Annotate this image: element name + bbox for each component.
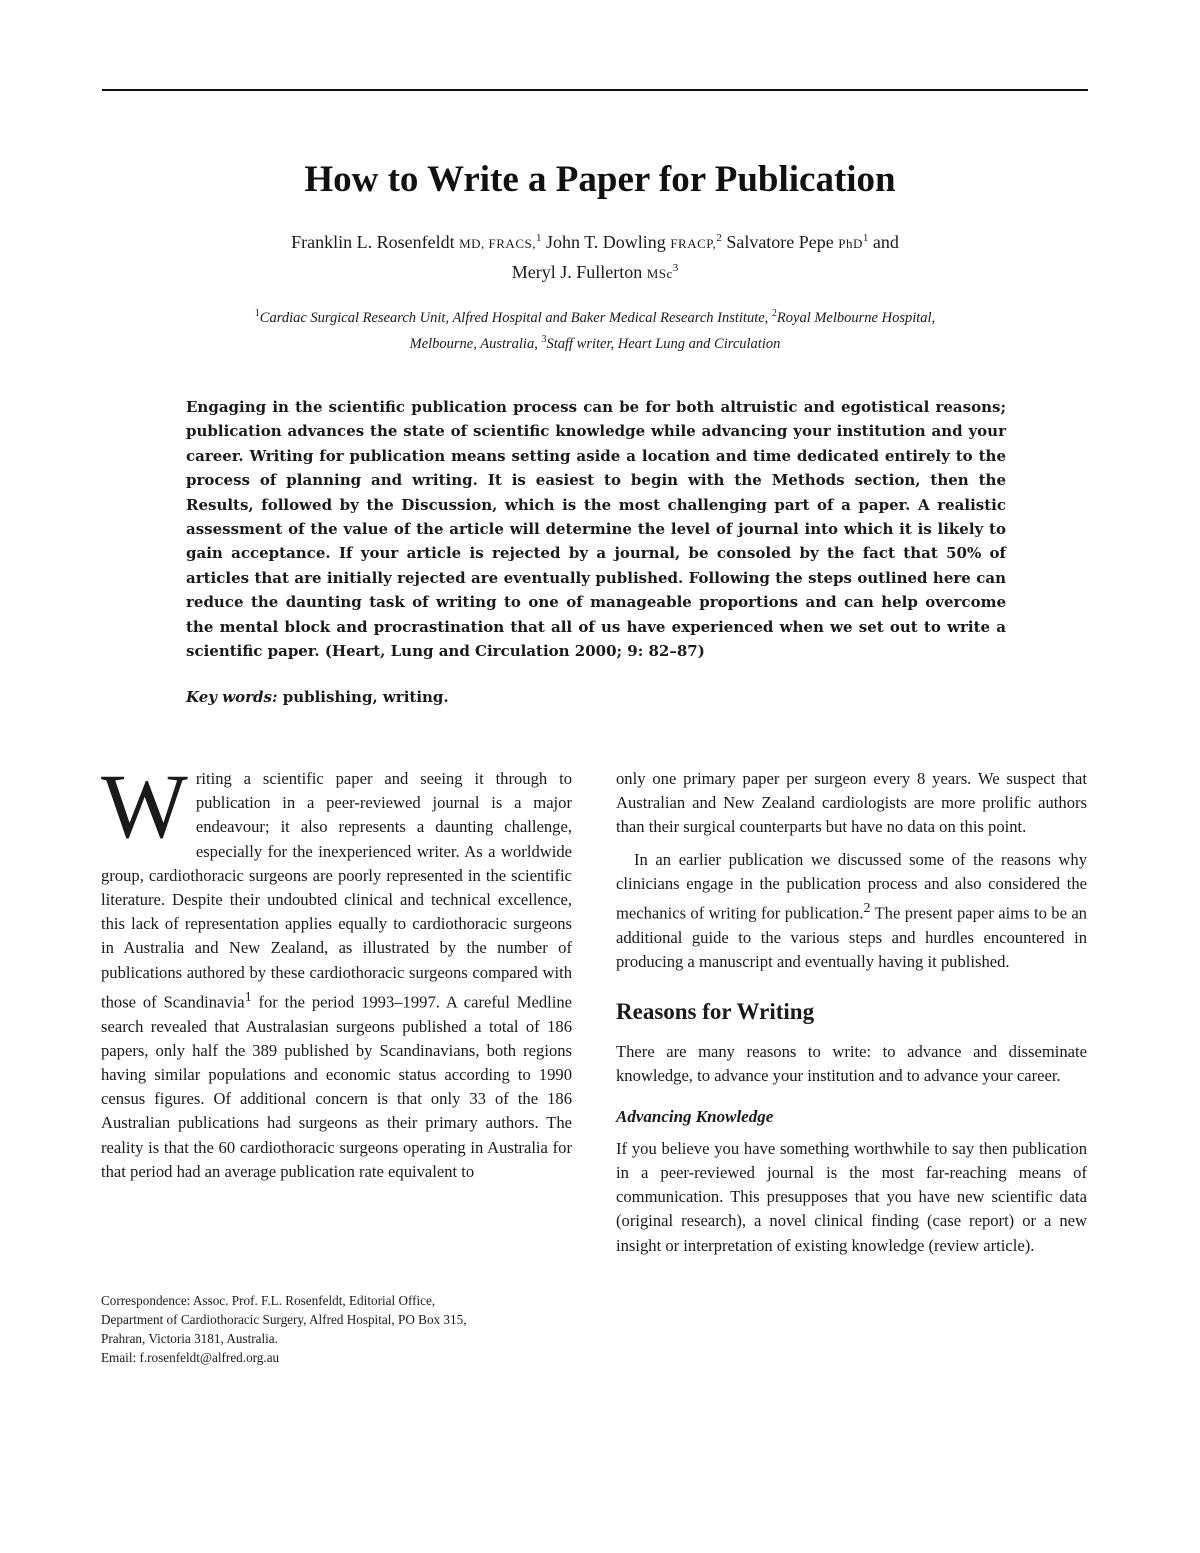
subsection-heading: Advancing Knowledge [616,1106,774,1126]
affil-text: Royal Melbourne Hospital, [776,309,936,326]
citation-marker: 2 [863,900,871,916]
top-rule [102,89,1088,91]
body-paragraph: There are many reasons to write: to advance and disseminate knowledge, to advance your institution and to advance your career. [616,1042,1087,1086]
body-paragraph: If you believe you have something worthwhile to say then publication in a peer-reviewed journal is the most far-reaching means of communication. This presupposes that you have new scientific data (original research), a novel clinical finding (case report) or a new insight or interpretation of existing knowledge (review article). [616,1138,1087,1255]
correspondence-line: Department of Cardiothoracic Surgery, Alfred Hospital, PO Box 315, [101,1312,467,1327]
affil-marker: 2 [771,308,777,319]
body-paragraph [616,848,1087,975]
affil-text: Cardiac Surgical Research Unit, Alfred Hospital and Baker Medical Research Institute, [259,309,769,326]
correspondence-note [101,1291,581,1367]
body-column-left [101,755,572,1184]
paragraph-text: for the period 1993–1997. A careful Medline search revealed that Australasian surgeons published a total of 186 papers, only half the 389 published by Scandinavians, both regions having similar populations and economic status according to 1990 census figures. Of additional concern is that only 33 of the 186 Australian publications had surgeons as their primary authors. The reality is that the 60 cardiothoracic surgeons operating in Australia for that period had an average publication rate equivalent to [101,992,572,1181]
correspondence-line: Correspondence: Assoc. Prof. F.L. Rosenfeldt, Editorial Office, [101,1293,436,1308]
author-affil-marker: 1 [535,232,542,244]
author-list [150,226,1040,286]
author-name: Franklin L. Rosenfeldt [291,232,455,252]
author-name: Salvatore Pepe [726,232,834,252]
correspondence-email: Email: f.rosenfeldt@alfred.org.au [101,1350,280,1365]
body-paragraph: only one primary paper per surgeon every 8 years. We suspect that Australian and New Zealand cardiologists are more prolific authors than their surgical counterparts but have no data on this point. [616,769,1087,837]
affiliations [150,303,1040,355]
keywords-label: Key words: [186,688,278,706]
section-heading: Reasons for Writing [616,999,815,1025]
affil-marker: 1 [254,308,260,319]
author-affil-marker: 3 [672,262,679,274]
body-column-right [616,767,1087,1258]
author-degree: FRACP, [670,236,717,251]
keywords [186,688,1006,706]
author-affil-marker: 1 [862,232,869,244]
paragraph-text: In an earlier publication we discussed some of the reasons why clinicians engage in the publication process and also considered the mechanics of writing for publication. [616,849,1087,923]
author-degree: PhD [838,236,863,251]
author-conjunction: and [872,232,899,252]
paper-title: How to Write a Paper for Publication [304,158,896,200]
author-degree: MD, FRACS, [459,236,536,251]
author-name: Meryl J. Fullerton [511,262,643,282]
keywords-text: publishing, writing. [282,688,449,706]
correspondence-line: Prahran, Victoria 3181, Australia. [101,1331,278,1346]
citation-marker: 1 [244,988,252,1004]
abstract: Engaging in the scientific publication process can be for both altruistic and egotistical reasons; publication advances the state of scientific knowledge while advancing your institution and your career. Writing for publication means setting aside a location and time dedicated entirely to the process of planning and writing. It is easiest to begin with the Methods section, then the Results, followed by the Discussion, which is the most challenging part of a paper. A realistic assessment of the value of the article will determine the level of journal into which it is likely to gain acceptance. If your article is rejected by a journal, be consoled by the fact that 50% of articles that are initially rejected are eventually published. Following the steps outlined here can reduce the daunting task of writing to one of manageable proportions and can help overcome the mental block and procrastination that all of us have experienced when we set out to write a scientific paper. (Heart, Lung and Circulation 2000; 9: 82–87) [186,398,1006,661]
affil-marker: 3 [541,333,547,345]
author-affil-marker: 2 [716,232,722,244]
author-name: John T. Dowling [545,232,666,252]
affil-text: Staff writer, Heart Lung and Circulation [546,335,781,352]
paragraph-text: The present paper aims to be an additional guide to the various steps and hurdles encountered in producing a manuscript and eventually having it published. [616,903,1087,971]
paragraph-text: riting a scientific paper and seeing it through to publication in a peer-reviewed journal is a major endeavour; it also represents a daunting challenge, especially for the inexperienced writer. As a worldwide group, cardiothoracic surgeons are poorly represented in the scientific literature. Despite their undoubted clinical and technical excellence, this lack of representation applies equally to cardiothoracic surgeons in Australia and New Zealand, as illustrated by the number of publications authored by these cardiothoracic surgeons compared with those of Scandinavia [101,769,572,1012]
author-degree: MSc [646,266,673,281]
affil-text: Melbourne, Australia, [409,335,538,352]
drop-cap: W [101,755,188,857]
body-paragraph [101,755,572,1184]
